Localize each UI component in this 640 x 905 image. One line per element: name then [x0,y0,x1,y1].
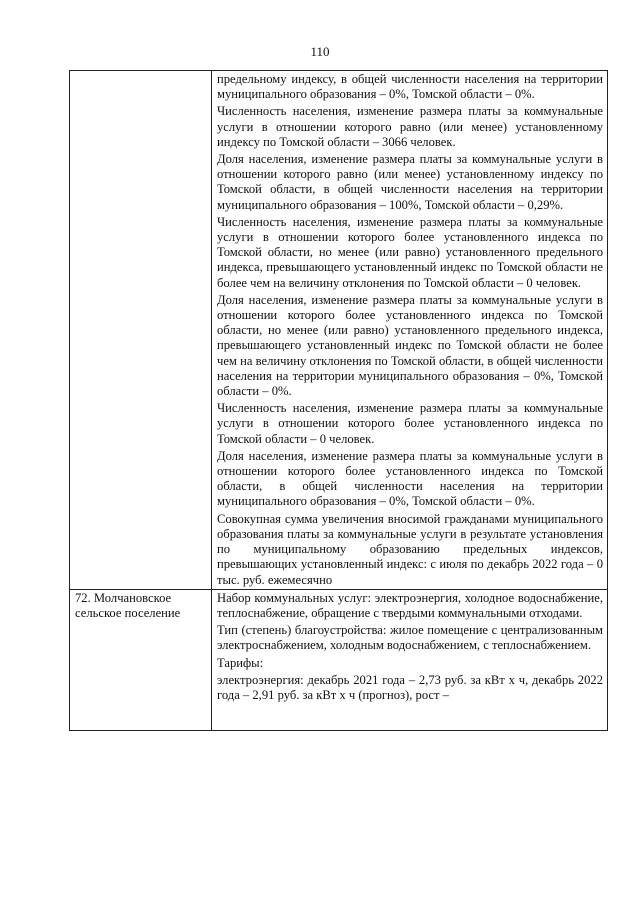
content-clip [217,591,603,729]
row-content-cell [212,71,608,590]
paragraph: Совокупная сумма увеличения вносимой гражданами муниципального образования платы за коммунальные услуги в результате установления по муниципальному образованию предельных индексов, превышающих установленный индекс: с июля по декабрь 2022 года – 0 тыс. руб. ежемесячно [217,511,603,587]
settlement-name: 72. Молчановское сельское поселение [75,590,181,620]
paragraph: электроэнергия: декабрь 2021 года – 2,73 руб. за кВт х ч, декабрь 2022 года – 2,91 руб. за кВт х ч (прогноз), рост – [217,672,603,702]
paragraph: Доля населения, изменение размера платы за коммунальные услуги в отношении которого более установленного индекса по Томской области, но менее (или равно) установленного предельного индекса, превышающего установленный индекс по Томской области не более чем на величину отклонения по Томской области, в общей численности населения на территории муниципального образования – 0%, Томской области – 0%. [217,292,603,399]
paragraph: Численность населения, изменение размера платы за коммунальные услуги в отношении которого равно (или менее) установленному индексу по Томской области – 3066 человек. [217,104,603,149]
row-content-cell [212,589,608,730]
paragraph: Доля населения, изменение размера платы за коммунальные услуги в отношении которого более установленного индекса по Томской области, в общей численности населения на территории муниципального образования – 0%, Томской области – 0%. [217,448,603,509]
table-row [70,71,608,590]
paragraph: Тип (степень) благоустройства: жилое помещение с централизованным электроснабжением, холодным водоснабжением, с теплоснабжением. [217,623,603,653]
paragraph: Доля населения, изменение размера платы за коммунальные услуги в отношении которого равно (или менее) установленному индексу по Томской области, в общей численности населения на территории муниципального образования – 100%, Томской области – 0,29%. [217,152,603,212]
page-number: 110 [310,44,330,59]
document-table [69,70,608,731]
paragraph: предельному индексу, в общей численности населения на территории муниципального образования – 0%, Томской области – 0%. [217,72,603,102]
paragraph: Численность населения, изменение размера платы за коммунальные услуги в отношении которого более установленного индекса по Томской области – 0 человек. [217,401,603,446]
row-label-cell [70,71,212,590]
paragraph: Численность населения, изменение размера платы за коммунальные услуги в отношении которого более установленного индекса по Томской области, но менее (или равно) установленного предельного индекса, превышающего установленный индекс по Томской области не более чем на величину отклонения по Томской области – 0 человек. [217,214,603,290]
table-row [70,589,608,730]
paragraph: Тарифы: [217,655,264,670]
paragraph: Набор коммунальных услуг: электроэнергия, холодное водоснабжение, теплоснабжение, обращение с твердыми коммунальными отходами. [217,590,603,620]
settlement-name-cell [70,589,212,730]
